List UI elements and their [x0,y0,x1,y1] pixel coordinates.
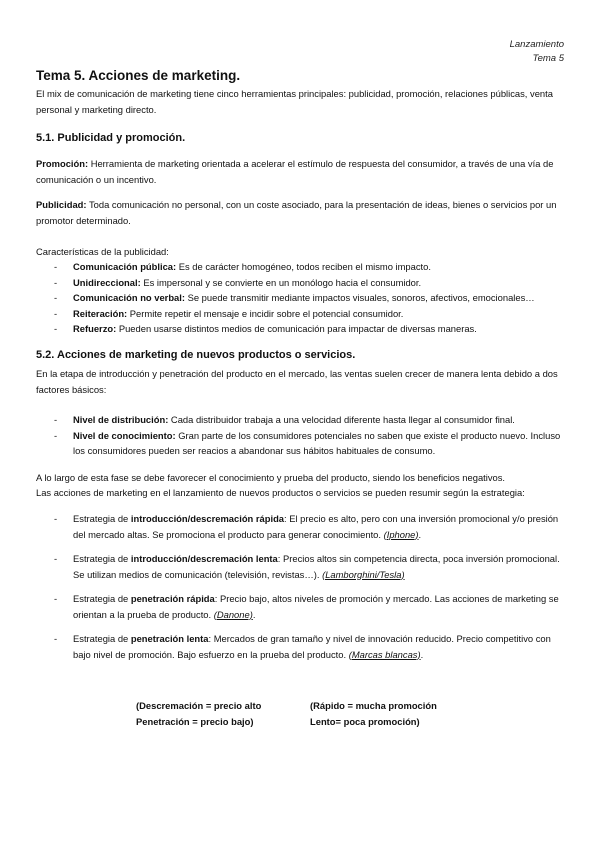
list-item [36,321,566,337]
section-1-heading: 5.1. Publicidad y promoción. [36,132,186,144]
page-header [510,38,564,66]
list-item [36,428,566,459]
item-suffix: . [420,648,424,660]
item-text: Es impersonal y se convierte en un monólogo hacia el consumidor. [140,276,422,288]
item-term: Nivel de conocimiento: [73,429,176,441]
paragraph-estrategias: Las acciones de marketing en el lanzamiento de nuevos productos o servicios se pueden resumir según la estrategia: [36,487,525,498]
item-term: Unidireccional: [73,276,141,288]
summary-promotion [310,698,437,730]
item-term: penetración rápida [130,593,215,604]
section-2-heading: 5.2. Acciones de marketing de nuevos productos o servicios. [36,349,356,361]
summary-line: (Rápido = mucha promoción [310,700,437,711]
item-prefix: Estrategia de [73,633,131,644]
intro-paragraph: El mix de comunicación de marketing tiene cinco herramientas principales: publicidad, promoción, relaciones públicas, venta personal y marketing directo. [36,88,553,115]
estrategias-list [36,511,566,671]
item-text: Se puede transmitir mediante impactos visuales, sonoros, afectivos, emocionales… [185,292,535,303]
page-title: Tema 5. Acciones de marketing. [36,68,241,83]
item-text: Pueden usarse distintos medios de comunicación para impactar de diversas maneras. [116,323,477,334]
example-brand: (Marcas blancas) [348,648,421,660]
header-topic: Tema 5 [532,53,564,64]
item-prefix: Estrategia de [73,513,131,524]
list-item [36,259,566,275]
item-term: Comunicación no verbal: [73,292,185,303]
publicidad-definition [36,197,564,228]
item-prefix: Estrategia de [73,553,131,564]
item-term: penetración lenta [130,633,209,644]
list-item [36,290,566,306]
caracteristicas-label: Características de la publicidad: [36,246,169,257]
paragraph-fase: A lo largo de esta fase se debe favorecer el conocimiento y prueba del producto, siendo los beneficios negativos. [36,472,506,483]
example-brand: (Danone) [213,608,253,620]
list-item [36,275,566,291]
publicidad-term: Publicidad: [36,199,87,210]
summary-line: Penetración = precio bajo) [136,716,254,727]
promocion-text: Herramienta de marketing orientada a acelerar el estímulo de respuesta del consumidor, a través de una vía de comunicación o un incentivo. [36,158,554,185]
item-term: introducción/descremación rápida [130,513,285,524]
item-text: Cada distribuidor trabaja a una velocidad diferente hasta llegar al consumidor final. [168,414,515,425]
item-term: Comunicación pública: [73,261,177,272]
item-term: Refuerzo: [73,323,117,334]
item-text: : Precios altos sin competencia directa, poca inversión promocional. Se utilizan medios de comunicación (televisión, revistas…). [73,553,560,580]
item-text: : El precio es alto, pero con una inversión promocional y/o presión del mercado altas. Se promociona el producto para generar conocimiento. [73,513,559,540]
example-brand: (Lamborghini/Tesla) [322,568,405,580]
header-course: Lanzamiento [509,39,564,50]
list-item [36,551,566,582]
publicidad-text: Toda comunicación no personal, con un coste asociado, para la presentación de ideas, bienes o servicios por un promotor determinado. [36,199,557,226]
list-item [36,591,566,622]
summary-line: Lento= poca promoción) [310,716,420,727]
item-text: Gran parte de los consumidores potenciales no saben que existe el producto nuevo. Incluso los consumidores pueden ser reacios a abandonar sus hábitos habituales de consumo. [73,429,561,456]
promocion-term: Promoción: [36,158,89,169]
item-term: Reiteración: [73,307,128,319]
list-item [36,412,566,428]
item-suffix: . [418,528,422,540]
item-text: : Precio bajo, altos niveles de promoción y mercado. Las acciones de marketing se orientan a la prueba de producto. [73,593,559,620]
caracteristicas-list [36,259,566,337]
item-prefix: Estrategia de [73,593,131,604]
item-text: : Mercados de gran tamaño y nivel de innovación reducido. Precio competitivo con bajo nivel de promoción. Bajo esfuerzo en la prueba del producto. [73,633,551,660]
factores-list [36,412,566,459]
item-text: Permite repetir el mensaje e incidir sobre el potencial consumidor. [127,307,404,319]
item-text: Es de carácter homogéneo, todos reciben el mismo impacto. [176,261,431,272]
item-suffix: . [252,608,256,620]
promocion-definition [36,156,564,187]
item-term: introducción/descremación lenta [130,553,278,564]
item-term: Nivel de distribución: [73,414,169,425]
example-brand: (Iphone) [383,528,419,540]
list-item [36,511,566,542]
list-item [36,631,566,662]
summary-price [136,698,261,730]
summary-line: (Descremación = precio alto [136,700,262,711]
list-item [36,306,566,322]
section-2-intro: En la etapa de introducción y penetración del producto en el mercado, las ventas suelen crecer de manera lenta debido a dos factores básicos: [36,368,558,395]
